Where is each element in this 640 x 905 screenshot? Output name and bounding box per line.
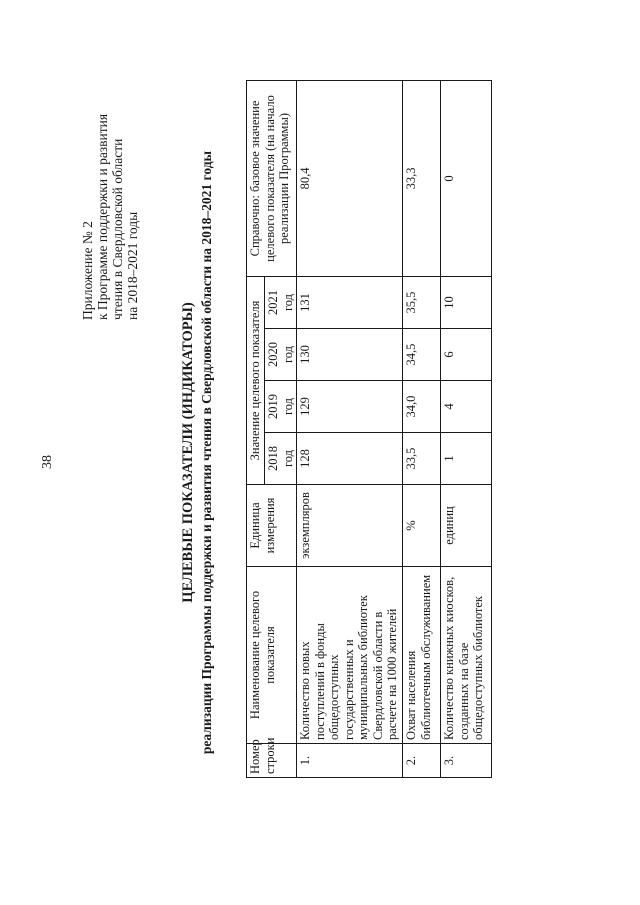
- header-year: 2020 год: [265, 329, 297, 381]
- page-number: 38: [40, 455, 55, 469]
- header-row-number: Номер строки: [247, 744, 297, 778]
- appendix-line: Приложение № 2: [80, 221, 95, 320]
- value-2021: 35,5: [403, 276, 441, 328]
- document-subtitle: реализации Программы поддержки и развития чтения в Свердловской области на 2018–2021 годы: [199, 150, 214, 755]
- header-year: 2019 год: [265, 381, 297, 433]
- baseline-value: 80,4: [297, 80, 403, 276]
- header-unit: Единица измерения: [247, 485, 297, 567]
- row-number: 2.: [403, 744, 441, 778]
- row-number: 1.: [297, 744, 403, 778]
- value-2021: 131: [297, 276, 403, 328]
- value-2019: 34,0: [403, 381, 441, 433]
- value-2020: 130: [297, 329, 403, 381]
- header-year: 2018 год: [265, 433, 297, 485]
- indicators-table: [246, 80, 492, 778]
- baseline-value: 33,3: [403, 80, 441, 276]
- table-row: [297, 80, 403, 777]
- header-baseline: Справочно: базовое значение целевого показателя (на начало реализации Программы): [247, 80, 297, 276]
- row-number: 3.: [441, 744, 492, 778]
- table-row: [441, 80, 492, 777]
- value-2019: 129: [297, 381, 403, 433]
- appendix-line: на 2018–2021 годы: [125, 211, 140, 320]
- header-year: 2021 год: [265, 276, 297, 328]
- indicator-unit: экземпляров: [297, 485, 403, 567]
- value-2018: 128: [297, 433, 403, 485]
- header-values-group: Значение целевого показателя: [247, 276, 265, 484]
- appendix-note: [80, 20, 140, 320]
- indicator-name: Количество книжных киосков, созданных на базе общедоступных библиотек: [441, 567, 492, 744]
- value-2018: 1: [441, 433, 492, 485]
- value-2019: 4: [441, 381, 492, 433]
- indicator-name: Охват населения библиотечным обслуживанием: [403, 567, 441, 744]
- appendix-line: чтения в Свердловской области: [110, 138, 125, 320]
- indicator-unit: %: [403, 485, 441, 567]
- appendix-line: к Программе поддержки и развития: [95, 113, 110, 320]
- document-title: ЦЕЛЕВЫЕ ПОКАЗАТЕЛИ (ИНДИКАТОРЫ): [180, 302, 196, 603]
- value-2018: 33,5: [403, 433, 441, 485]
- header-name: Наименование целевого показателя: [247, 567, 297, 744]
- value-2020: 34,5: [403, 329, 441, 381]
- value-2021: 10: [441, 276, 492, 328]
- indicator-name: Количество новых поступлений в фонды общедоступных государственных и муниципальных библиотек Свердловской области в расчете на 1000 жителей: [297, 567, 403, 744]
- value-2020: 6: [441, 329, 492, 381]
- baseline-value: 0: [441, 80, 492, 276]
- indicator-unit: единиц: [441, 485, 492, 567]
- table-row: [403, 80, 441, 777]
